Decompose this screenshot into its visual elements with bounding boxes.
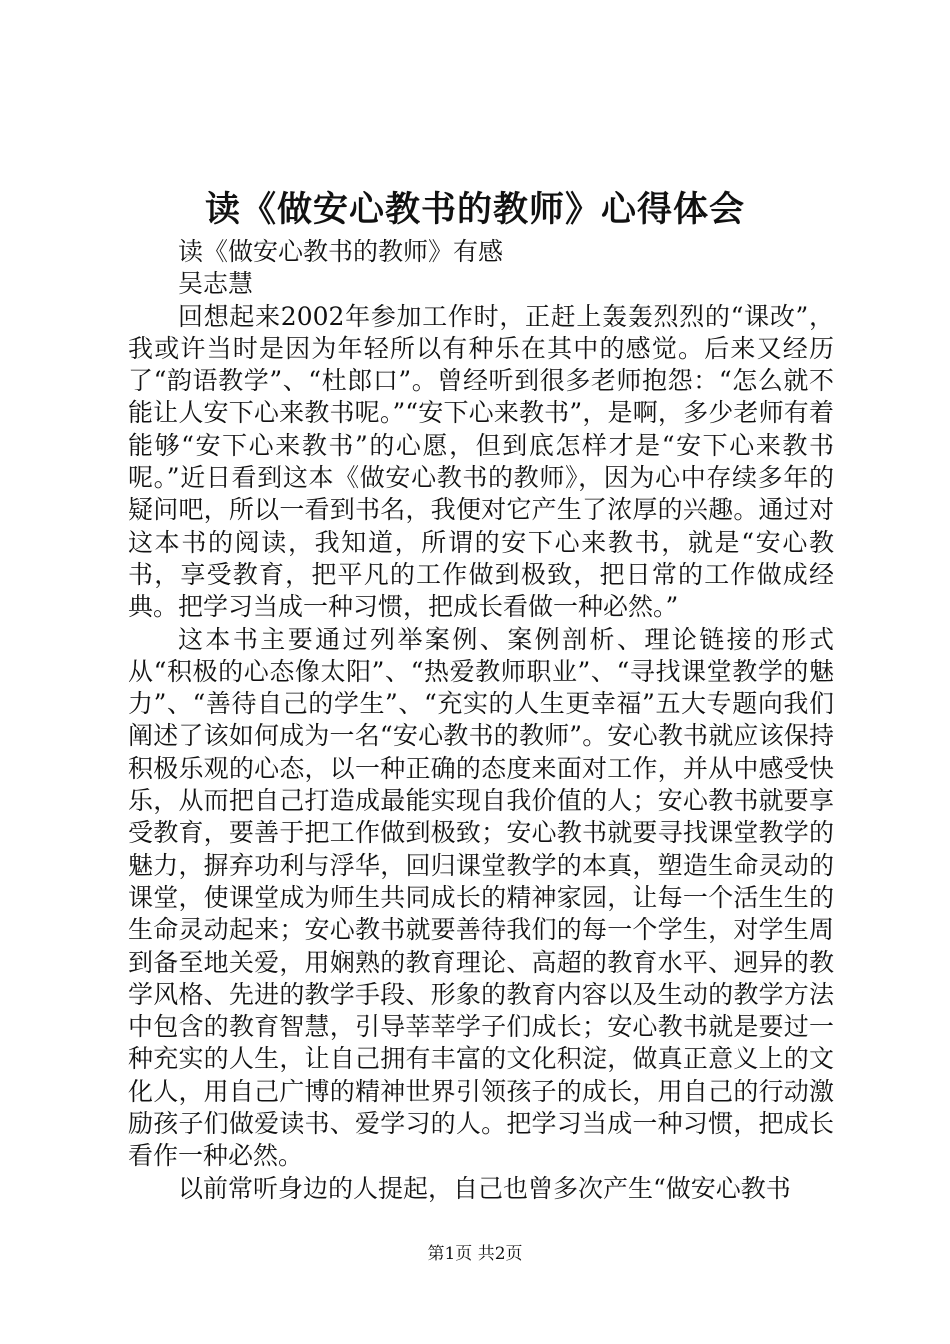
document-title: 读《做安心教书的教师》心得体会 — [204, 189, 745, 230]
paragraph-1: 回想起来2002年参加工作时，正赶上轰轰烈烈的“课改”，我或许当时是因为年轻所以有种乐在其中的感觉。后来又经历了“韵语教学”、“杜郎口”。曾经听到很多老师抱怨：“怎么就不能让人安下心来教书呢。”“安下心来教书”，是啊，多少老师有着能够“安下心来教书”的心愿，但到底怎样才是“安下心来教书呢。”近日看到这本《做安心教书的教师》，因为心中存续多年的疑问吧，所以一看到书名，我便对它产生了浓厚的兴趣。通过对这本书的阅读，我知道，所谓的安下心来教书，就是“安心教书，享受教育，把平凡的工作做到极致，把日常的工作做成经典。把学习当成一种习惯，把成长看做一种必然。” — [128, 301, 834, 622]
page-footer: 第1页 共2页 — [427, 1244, 523, 1264]
subtitle-line: 读《做安心教书的教师》有感 — [178, 237, 504, 266]
paragraph-2: 这本书主要通过列举案例、案例剖析、理论链接的形式从“积极的心态像太阳”、“热爱教师职业”、“寻找课堂教学的魅力”、“善待自己的学生”、“充实的人生更幸福”五大专题向我们阐述了该如何成为一名“安心教书的教师”。安心教书就应该保持积极乐观的心态，以一种正确的态度来面对工作，并从中感受快乐，从而把自己打造成最能实现自我价值的人；安心教书就要享受教育，要善于把工作做到极致；安心教书就要寻找课堂教学的魅力，摒弃功利与浮华，回归课堂教学的本真，塑造生命灵动的课堂，使课堂成为师生共同成长的精神家园，让每一个活生生的生命灵动起来；安心教书就要善待我们的每一个学生，对学生周到备至地关爱，用娴熟的教育理论、高超的教育水平、迥异的教学风格、先进的教学手段、形象的教育内容以及生动的教学方法中包含的教育智慧，引导莘莘学子们成长；安心教书就是要过一种充实的人生，让自己拥有丰富的文化积淀，做真正意义上的文化人，用自己广博的精神世界引领孩子的成长，用自己的行动激励孩子们做爱读书、爱学习的人。把学习当成一种习惯，把成长看作一种必然。 — [128, 624, 834, 1171]
paragraph-3: 以前常听身边的人提起，自己也曾多次产生“做安心教书 — [178, 1173, 791, 1203]
document-body — [128, 236, 834, 1205]
author-line: 吴志慧 — [178, 269, 254, 299]
